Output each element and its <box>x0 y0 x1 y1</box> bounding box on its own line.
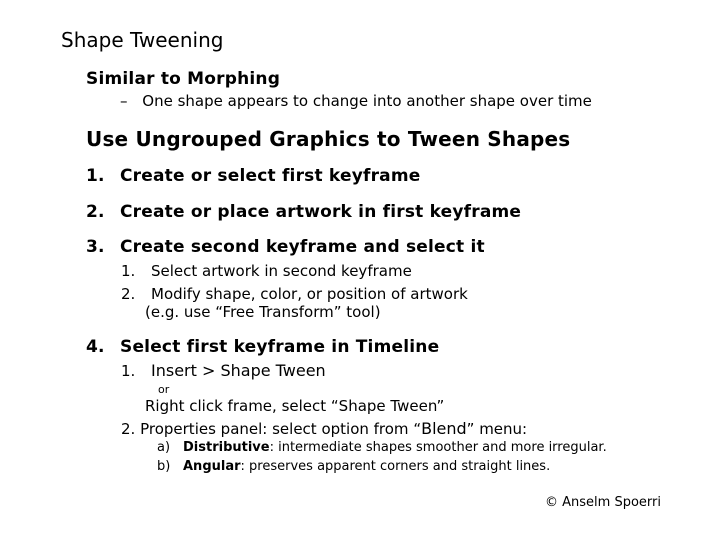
step-2 <box>86 202 521 222</box>
option-description: : preserves apparent corners and straight lines. <box>240 459 551 474</box>
step-number: 4. <box>86 337 105 357</box>
or-label: or <box>158 383 170 396</box>
bullet-text: One shape appears to change into another shape over time <box>142 92 592 110</box>
sub-number: 1. <box>121 262 136 280</box>
step-text: Create or select first keyframe <box>120 166 421 186</box>
option-name: Distributive <box>183 440 270 455</box>
option-letter: a) <box>157 440 171 455</box>
step-number: 1. <box>86 166 105 186</box>
sub-number: 2. <box>121 285 136 303</box>
sub-text-rest: shape, color, or position of artwork <box>200 285 468 303</box>
step-4-sub-1 <box>121 361 326 380</box>
sub-text-modify: Modify <box>151 285 201 303</box>
right-click-instruction: Right click frame, select “Shape Tween” <box>145 397 445 415</box>
step-text: Create or place artwork in first keyframe <box>120 202 522 222</box>
option-description: : intermediate shapes smoother and more irregular. <box>269 440 607 455</box>
sub-number: 1. <box>121 362 136 380</box>
option-distributive <box>157 440 607 455</box>
bullet-dash: – <box>120 92 128 110</box>
section-heading-ungrouped: Use Ungrouped Graphics to Tween Shapes <box>86 127 571 151</box>
option-name: Angular <box>183 459 241 474</box>
section-heading-morphing: Similar to Morphing <box>86 69 281 89</box>
option-angular <box>157 459 550 474</box>
sub-text: Select artwork in second keyframe <box>151 262 412 280</box>
step-text: Select first keyframe in Timeline <box>120 337 440 357</box>
step-4-sub-2 <box>121 419 527 438</box>
sub-text-blend: Blend <box>421 419 467 438</box>
sub-text: Insert > Shape Tween <box>151 361 326 380</box>
step-3-sub-2 <box>121 285 468 303</box>
step-3-sub-1 <box>121 262 412 280</box>
sub-number: 2. <box>121 420 136 438</box>
step-text: Create second keyframe and select it <box>120 237 485 257</box>
slide-title: Shape Tweening <box>61 28 224 52</box>
step-number: 2. <box>86 202 105 222</box>
copyright: © Anselm Spoerri <box>545 495 661 510</box>
bullet-morphing <box>120 92 592 110</box>
sub-text-b: ” menu: <box>466 420 528 438</box>
step-number: 3. <box>86 237 105 257</box>
step-1 <box>86 166 420 186</box>
step-4 <box>86 337 439 357</box>
step-3-sub-2-continuation: (e.g. use “Free Transform” tool) <box>145 303 381 321</box>
option-letter: b) <box>157 459 171 474</box>
sub-text-a: Properties panel: select option from “ <box>140 420 422 438</box>
step-3 <box>86 237 485 257</box>
